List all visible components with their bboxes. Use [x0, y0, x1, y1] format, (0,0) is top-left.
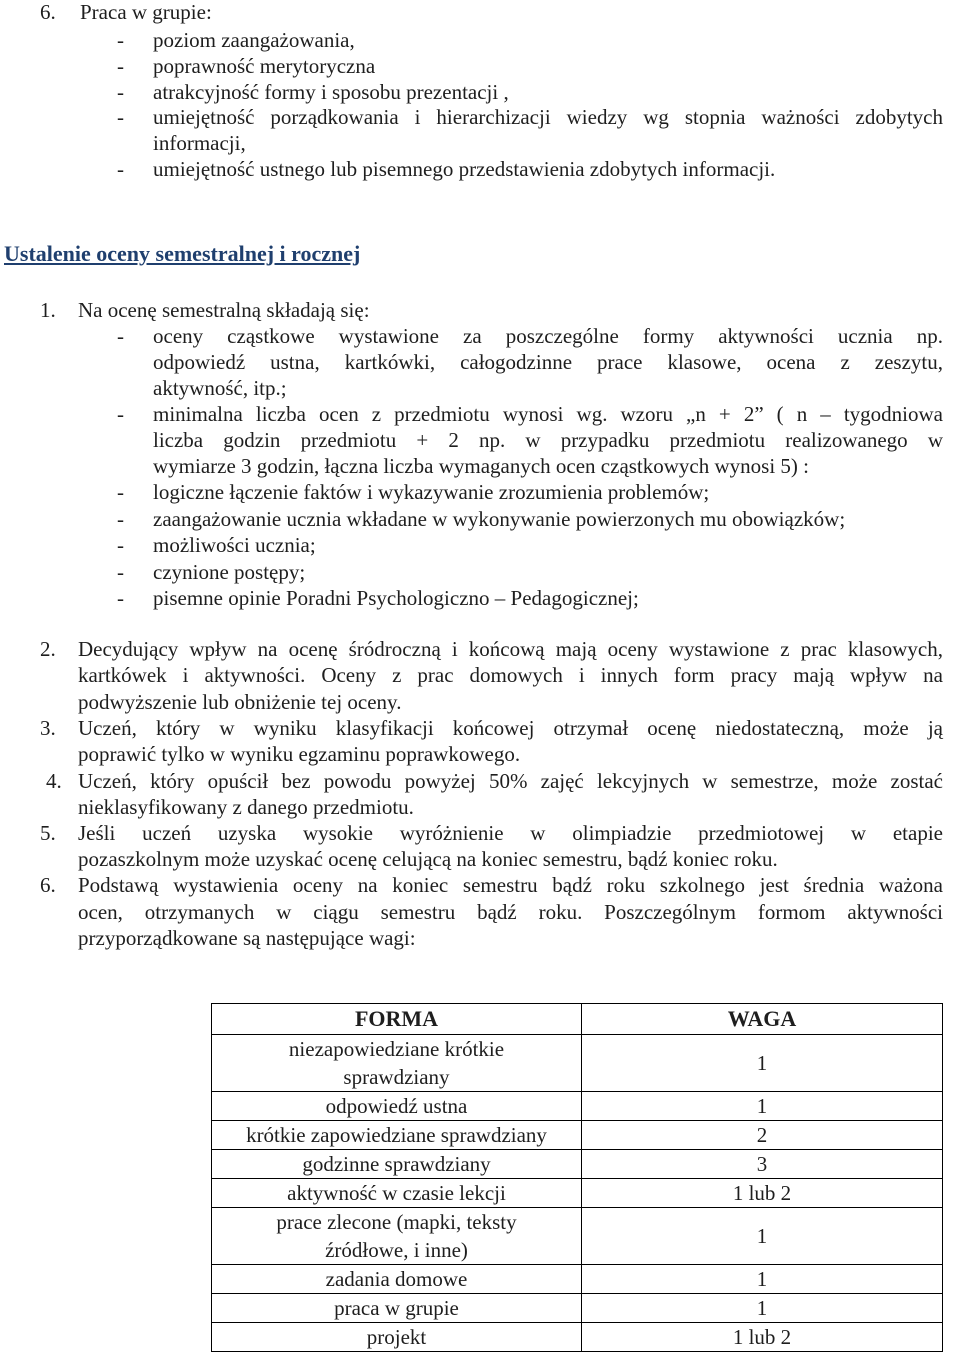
list-item: poprawność merytoryczna — [153, 54, 376, 78]
list-item: umiejętność ustnego lub pisemnego przedstawienia zdobytych informacji. — [153, 157, 776, 181]
list-item: czynione postępy; — [153, 560, 306, 584]
cell-form: krótkie zapowiedziane sprawdziany — [212, 1121, 582, 1150]
paragraph-line: ocen, otrzymanych w ciągu semestru bądź roku. Poszczególnym formom aktywności — [78, 900, 943, 924]
paragraph-line: nieklasyfikowany z danego przedmiotu. — [78, 795, 414, 819]
cell-form: aktywność w czasie lekcji — [212, 1179, 582, 1208]
cell-form-line: niezapowiedziane krótkie — [288, 1037, 505, 1061]
cell-form: praca w grupie — [212, 1294, 582, 1323]
cell-weight: 1 — [582, 1092, 943, 1121]
point-number: 4. — [46, 769, 62, 793]
cell-form — [212, 1035, 582, 1092]
list-item: zaangażowanie ucznia wkładane w wykonywanie powierzonych mu obowiązków; — [153, 507, 846, 531]
column-header-form: FORMA — [212, 1004, 582, 1035]
point-number: 3. — [40, 716, 56, 740]
bullet-dash: - — [117, 402, 124, 426]
paragraph-line: pozaszkolnym może uzyskać ocenę celującą na koniec semestru, bądź koniec roku. — [78, 847, 778, 871]
bullet-dash: - — [117, 480, 124, 504]
cell-weight: 1 — [582, 1208, 943, 1265]
table-row — [212, 1265, 943, 1294]
list-item-continuation: odpowiedź ustna, kartkówki, całogodzinne prace klasowe, ocena z zeszytu, — [153, 350, 943, 374]
table-row — [212, 1121, 943, 1150]
bullet-dash: - — [117, 80, 124, 104]
point-number: 5. — [40, 821, 56, 845]
paragraph-line: kartkówek i aktywności. Oceny z prac domowych i innych form pracy mają wpływ na — [78, 663, 943, 687]
list-item-continuation: aktywność, itp.; — [153, 376, 287, 400]
point-intro: Na ocenę semestralną składają się: — [78, 298, 370, 322]
column-header-weight: WAGA — [582, 1004, 943, 1035]
bullet-dash: - — [117, 105, 124, 129]
list-item-continuation: liczba godzin przedmiotu + 2 np. w przypadku przedmiotu realizowanego w — [153, 428, 943, 452]
list-item: minimalna liczba ocen z przedmiotu wynosi wg. wzoru „n + 2” ( n – tygodniowa — [153, 402, 943, 426]
cell-form: godzinne sprawdziany — [212, 1150, 582, 1179]
cell-weight: 1 lub 2 — [582, 1179, 943, 1208]
cell-form-line: prace zlecone (mapki, teksty — [276, 1210, 517, 1234]
list-item-continuation: informacji, — [153, 131, 246, 155]
paragraph-line: Uczeń, który w wyniku klasyfikacji końcowej otrzymał ocenę niedostateczną, może ją — [78, 716, 943, 740]
section-heading: Ustalenie oceny semestralnej i rocznej — [4, 241, 361, 266]
paragraph-line: Uczeń, który opuścił bez powodu powyżej 50% zajęć lekcyjnych w semestrze, może zostać — [78, 769, 943, 793]
point-number: 2. — [40, 637, 56, 661]
bullet-dash: - — [117, 324, 124, 348]
table-row — [212, 1035, 943, 1092]
list-item: oceny cząstkowe wystawione za poszczególne formy aktywności ucznia np. — [153, 324, 943, 348]
table-row — [212, 1323, 943, 1352]
table-header-row — [212, 1004, 943, 1035]
table-row — [212, 1294, 943, 1323]
list-item: pisemne opinie Poradni Psychologiczno – Pedagogicznej; — [153, 586, 639, 610]
list-item: poziom zaangażowania, — [153, 28, 355, 52]
cell-weight: 1 — [582, 1294, 943, 1323]
cell-form: projekt — [212, 1323, 582, 1352]
bullet-dash: - — [117, 28, 124, 52]
table-row — [212, 1150, 943, 1179]
list-item: umiejętność porządkowania i hierarchizacji wiedzy wg stopnia ważności zdobytych — [153, 105, 943, 129]
point-number: 6. — [40, 873, 56, 897]
list-item-continuation: wymiarze 3 godzin, łączna liczba wymaganych ocen cząstkowych wynosi 5) : — [153, 454, 810, 478]
cell-form — [212, 1208, 582, 1265]
cell-form-line: sprawdziany — [343, 1065, 450, 1089]
point-number: 1. — [40, 298, 56, 322]
cell-form: odpowiedź ustna — [212, 1092, 582, 1121]
section-6-number: 6. — [40, 0, 56, 24]
table-row — [212, 1208, 943, 1265]
paragraph-line: poprawić tylko w wyniku egzaminu poprawkowego. — [78, 742, 521, 766]
bullet-dash: - — [117, 533, 124, 557]
list-item: atrakcyjność formy i sposobu prezentacji , — [153, 80, 509, 104]
cell-weight: 1 lub 2 — [582, 1323, 943, 1352]
table-row — [212, 1092, 943, 1121]
cell-form-line: źródłowe, i inne) — [325, 1238, 468, 1262]
table-row — [212, 1179, 943, 1208]
bullet-dash: - — [117, 560, 124, 584]
bullet-dash: - — [117, 54, 124, 78]
list-item: logiczne łączenie faktów i wykazywanie zrozumienia problemów; — [153, 480, 710, 504]
paragraph-line: podwyższenie lub obniżenie tej oceny. — [78, 690, 402, 714]
weights-table — [211, 1003, 943, 1352]
paragraph-line: Podstawą wystawienia oceny na koniec semestru bądź roku szkolnego jest średnia ważona — [78, 873, 943, 897]
paragraph-line: przyporządkowane są następujące wagi: — [78, 926, 416, 950]
cell-weight: 1 — [582, 1035, 943, 1092]
cell-weight: 3 — [582, 1150, 943, 1179]
bullet-dash: - — [117, 586, 124, 610]
paragraph-line: Decydujący wpływ na ocenę śródroczną i końcową mają oceny wystawione z prac klasowych, — [78, 637, 943, 661]
bullet-dash: - — [117, 507, 124, 531]
section-6-title: Praca w grupie: — [80, 0, 212, 24]
cell-weight: 1 — [582, 1265, 943, 1294]
list-item: możliwości ucznia; — [153, 533, 316, 557]
cell-form: zadania domowe — [212, 1265, 582, 1294]
paragraph-line: Jeśli uczeń uzyska wysokie wyróżnienie w olimpiadzie przedmiotowej w etapie — [78, 821, 943, 845]
bullet-dash: - — [117, 157, 124, 181]
cell-weight: 2 — [582, 1121, 943, 1150]
